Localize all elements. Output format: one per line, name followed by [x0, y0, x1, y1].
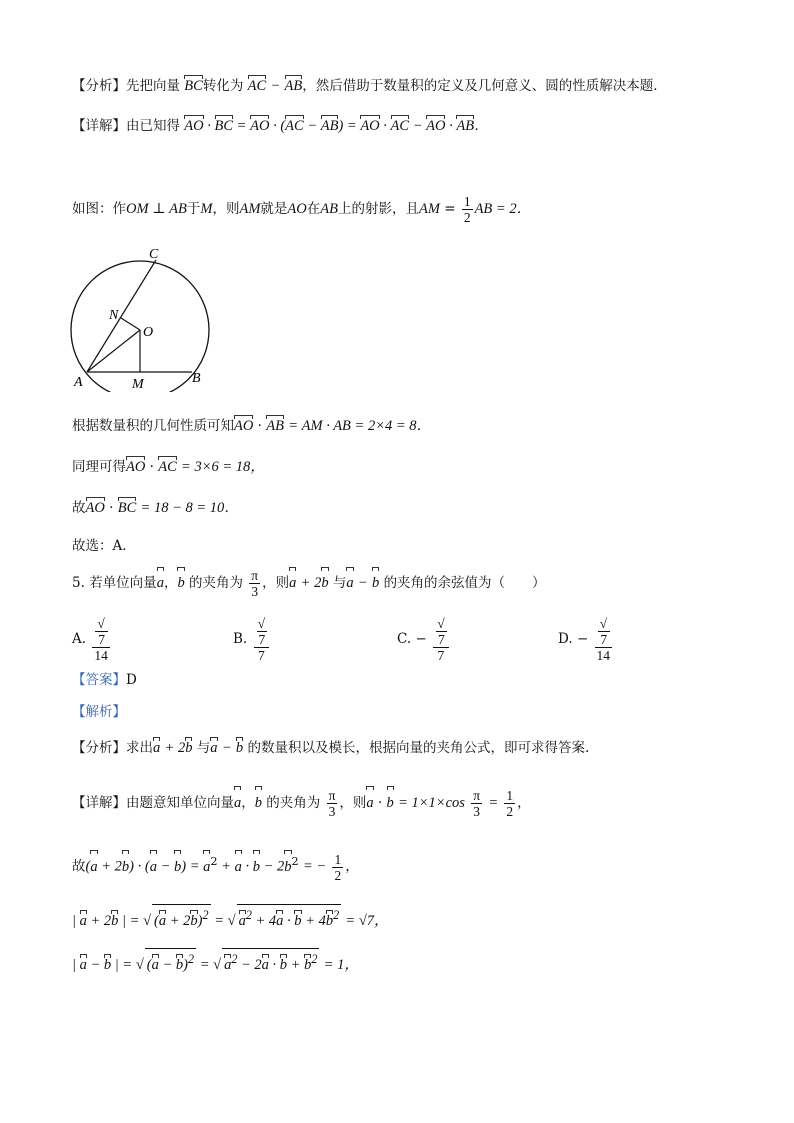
detail-label: 【详解】	[72, 118, 126, 134]
figure-intro-line: 如图：作OM ⊥ AB于M，则AM就是AO在AB上的射影，且AM = $\frac{1}{2}$ AB = 2．	[72, 194, 532, 225]
analysis-line-1: 【分析】先把向量 BC转化为 AC − AB，然后借助于数量积的定义及几何意义、圆的性质解决本题．	[72, 78, 667, 94]
label-c: C	[149, 247, 159, 262]
option-a[interactable]: A. √ 7 14	[72, 616, 108, 663]
label-n: N	[109, 308, 119, 323]
equation-dot-product: 故$(a + 2b) \cdot (a - b) = a^2 + a \cdot b - 2b^2$ = − $\frac{1}{2}$ ，	[72, 851, 359, 883]
step-line-3: 故AO · BC = 18 − 8 = 10．	[72, 500, 239, 516]
step-line-2: 同理可得AO · AC = 3×6 = 18，	[72, 459, 265, 475]
solution-label-line	[72, 702, 126, 722]
solution-label: 【解析】	[72, 704, 126, 720]
vector-ab: AB	[284, 78, 303, 94]
detail-equation: AO · BC = AO · (AC − AB) = AO · AC − AO · AB．	[184, 118, 489, 134]
answer-value: D	[126, 672, 137, 688]
detail-line-1: 【详解】由已知得 AO · BC = AO · (AC − AB) = AO · AC − AO · AB．	[72, 118, 489, 134]
circle-figure	[64, 242, 214, 392]
vector-ac: AC	[247, 78, 267, 94]
option-c[interactable]: C. − √ 7 7	[397, 616, 451, 663]
chord-ac	[87, 260, 156, 372]
step-line-1: 根据数量积的几何性质可知AO · AB = AM · AB = 2×4 = 8．	[72, 418, 432, 434]
analysis-label: 【分析】	[72, 78, 126, 94]
segment-on	[121, 318, 140, 330]
vector-bc: BC	[184, 78, 203, 94]
analysis-text: 先把向量	[126, 78, 180, 94]
label-b: B	[192, 371, 201, 386]
equation-modulus-2: | a − b | = √ $(a - b)^2$ = √ $a^2 - 2a \cdot b + b^2 = 1$，	[72, 948, 359, 975]
label-o: O	[143, 325, 154, 340]
question-5: 5. 若单位向量a，b 的夹角为 $\frac{\pi}{3}$ ，则a + 2b 与a − b 的夹角的余弦值为（ ）	[72, 568, 546, 599]
option-b[interactable]: B. √ 7 7	[233, 616, 271, 663]
answer-label: 【答案】	[72, 672, 126, 688]
label-m: M	[132, 377, 144, 392]
analysis-line-2: 【分析】求出a + 2b 与a − b 的数量积以及模长，根据向量的夹角公式，即可求得答案.	[72, 740, 590, 756]
option-d[interactable]: D. − √ 7 14	[558, 616, 611, 663]
answer-line	[72, 670, 137, 690]
label-a: A	[74, 375, 83, 390]
segment-ao	[87, 330, 140, 372]
fraction-half: $\frac{1}{2}$	[463, 194, 471, 225]
choice-line: 故选：A．	[72, 538, 136, 554]
equation-modulus-1: | a + 2b | = √ $(a + 2b)^2$ = √ $a^2 + 4a \cdot b + 4b^2 = √7$，	[72, 904, 389, 931]
detail-line-2: 【详解】由题意知单位向量a，b 的夹角为 $\frac{\pi}{3}$ ，则a · b = 1×1×cos $\frac{\pi}{3}$ = $\frac{1}{2}$ ，	[72, 788, 531, 819]
